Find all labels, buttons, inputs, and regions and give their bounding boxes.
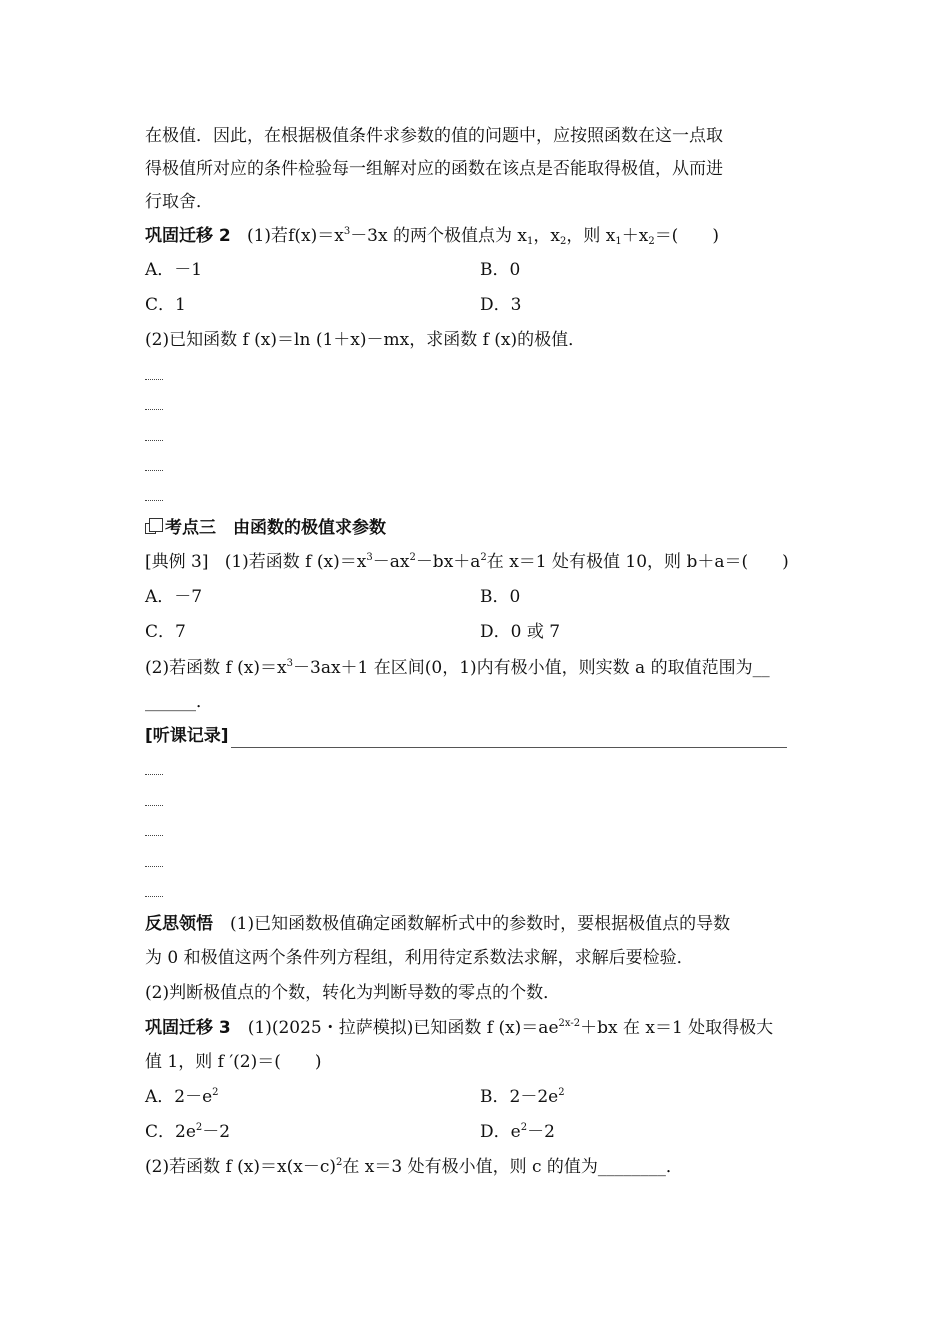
transfer3-question1: 巩固迁移 3 (1)(2025・拉萨模拟)已知函数 f $(x)=ae^{2x-2}+bx$ 在 x＝1 处取得极大 [145, 1018, 774, 1038]
example3-label: [典例 3] [145, 552, 209, 572]
answer-dots[interactable] [145, 833, 163, 836]
option-c: C．7 [145, 622, 186, 642]
reflection-line-2: 为 0 和极值这两个条件列方程组，利用待定系数法求解，求解后要检验． [145, 948, 694, 968]
notes-line[interactable] [231, 731, 787, 748]
section-marker-icon [145, 518, 163, 536]
option-d: D．0 或 7 [480, 622, 561, 642]
transfer2-question1: 巩固迁移 2 (1)若$f(x)=x^3-3x$ 的两个极值点为 $x_1$，$x_2$，则 $x_1+x_2=$( ) [145, 226, 719, 247]
answer-dots[interactable] [145, 498, 163, 501]
transfer2-label: 巩固迁移 2 [145, 226, 231, 246]
answer-dots[interactable] [145, 803, 163, 806]
option-d: D．3 [480, 295, 522, 315]
answer-dots[interactable] [145, 772, 163, 775]
answer-dots[interactable] [145, 438, 163, 441]
answer-dots[interactable] [145, 407, 163, 410]
transfer3-question2: (2)若函数 f $(x)=x(x-c)^2$在 x＝3 处有极小值，则 c 的值为________． [145, 1157, 683, 1177]
answer-dots[interactable] [145, 864, 163, 867]
option-a: A．$2-e^2$ [145, 1087, 219, 1107]
option-b: B．0 [480, 260, 521, 280]
paragraph-line-3: 行取舍． [145, 192, 213, 212]
transfer3-label: 巩固迁移 3 [145, 1018, 231, 1038]
notes-row [145, 724, 787, 748]
option-b: B．0 [480, 587, 521, 607]
example3-question2: (2)若函数 f $(x)=x^3-3ax+1$ 在区间(0，1)内有极小值，则实数 a 的取值范围为__ [145, 658, 770, 678]
option-c: C．$2e^2-2$ [145, 1122, 231, 1142]
reflection-line-3: (2)判断极值点的个数，转化为判断导数的零点的个数． [145, 983, 561, 1003]
answer-dots[interactable] [145, 468, 163, 471]
paragraph-line-2: 得极值所对应的条件检验每一组解对应的函数在该点是否能取得极值，从而进 [145, 159, 723, 179]
section-heading [145, 516, 386, 540]
option-c: C．1 [145, 295, 186, 315]
reflection-label: 反思领悟 [145, 914, 213, 934]
transfer2-question2: (2)已知函数 f (x)＝ln (1＋x)－mx，求函数 f (x)的极值． [145, 330, 586, 350]
example3-question1: [典例 3] (1)若函数 f $(x)=x^3-ax^2-bx+a^2$在 x＝1 处有极值 10，则 b＋a＝( ) [145, 552, 789, 572]
answer-dots[interactable] [145, 377, 163, 380]
option-b: B．$2-2e^2$ [480, 1087, 565, 1107]
answer-dots[interactable] [145, 894, 163, 897]
option-d: D．$e^2-2$ [480, 1122, 555, 1142]
example3-question2-cont: ______． [145, 692, 213, 712]
reflection-line-1: 反思领悟 (1)已知函数极值确定函数解析式中的参数时，要根据极值点的导数 [145, 914, 731, 934]
option-a: A．－1 [145, 260, 203, 280]
paragraph-line-1: 在极值．因此，在根据极值条件求参数的值的问题中，应按照函数在这一点取 [145, 126, 723, 146]
option-a: A．－7 [145, 587, 203, 607]
notes-label: [听课记录] [145, 726, 229, 746]
section-title: 考点三 由函数的极值求参数 [165, 518, 386, 538]
transfer3-question1-cont: 值 1，则 f ′(2)＝( ) [145, 1052, 322, 1072]
